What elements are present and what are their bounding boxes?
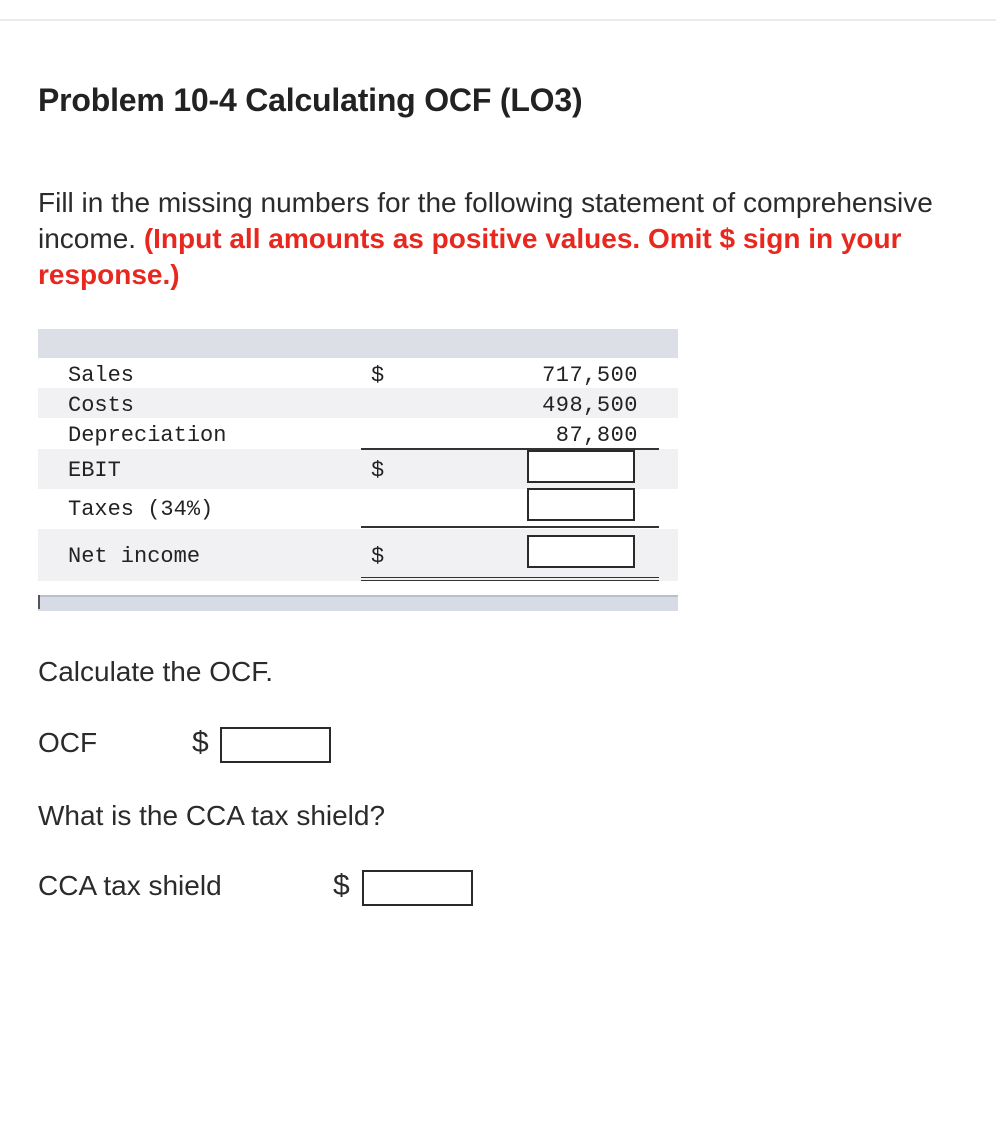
- row-label-net-income: Net income: [68, 544, 201, 569]
- instruction-emphasis: (Input all amounts as positive values. Omit $ sign in your response.): [38, 223, 902, 290]
- instructions: [38, 185, 938, 293]
- taxes-input[interactable]: [527, 488, 635, 521]
- top-divider: [0, 19, 996, 21]
- ocf-label: OCF: [38, 727, 98, 758]
- value-costs: 498,500: [542, 393, 638, 418]
- table-footer-band: [38, 595, 678, 611]
- dollar-sign-net-income: $: [371, 544, 385, 569]
- double-rule-bottom: [361, 580, 659, 581]
- ocf-input[interactable]: [220, 727, 331, 763]
- table-footer-tick: [38, 595, 40, 609]
- net-income-input[interactable]: [527, 535, 635, 568]
- cca-tax-shield-label: CCA tax shield: [38, 870, 222, 901]
- total-rule: [361, 526, 659, 528]
- ocf-question: Calculate the OCF.: [38, 656, 273, 687]
- dollar-sign-sales: $: [371, 363, 385, 388]
- row-label-sales: Sales: [68, 363, 135, 388]
- row-label-depreciation: Depreciation: [68, 423, 227, 448]
- row-label-taxes: Taxes (34%): [68, 497, 214, 522]
- row-label-costs: Costs: [68, 393, 135, 418]
- value-sales: 717,500: [542, 363, 638, 388]
- problem-title: Problem 10-4 Calculating OCF (LO3): [38, 82, 583, 118]
- instruction-text: Fill in the missing numbers for the following statement of comprehensive income.: [38, 187, 933, 254]
- dollar-sign-ebit: $: [371, 458, 385, 483]
- table-header-band: [38, 329, 678, 358]
- row-label-ebit: EBIT: [68, 458, 121, 483]
- double-rule-top: [361, 577, 659, 578]
- cca-dollar-sign: $: [333, 869, 350, 902]
- ebit-input[interactable]: [527, 450, 635, 483]
- ocf-dollar-sign: $: [192, 726, 209, 759]
- income-statement-table: [38, 329, 678, 611]
- cca-tax-shield-input[interactable]: [362, 870, 473, 906]
- cca-question: What is the CCA tax shield?: [38, 800, 386, 831]
- value-depreciation: 87,800: [555, 423, 638, 448]
